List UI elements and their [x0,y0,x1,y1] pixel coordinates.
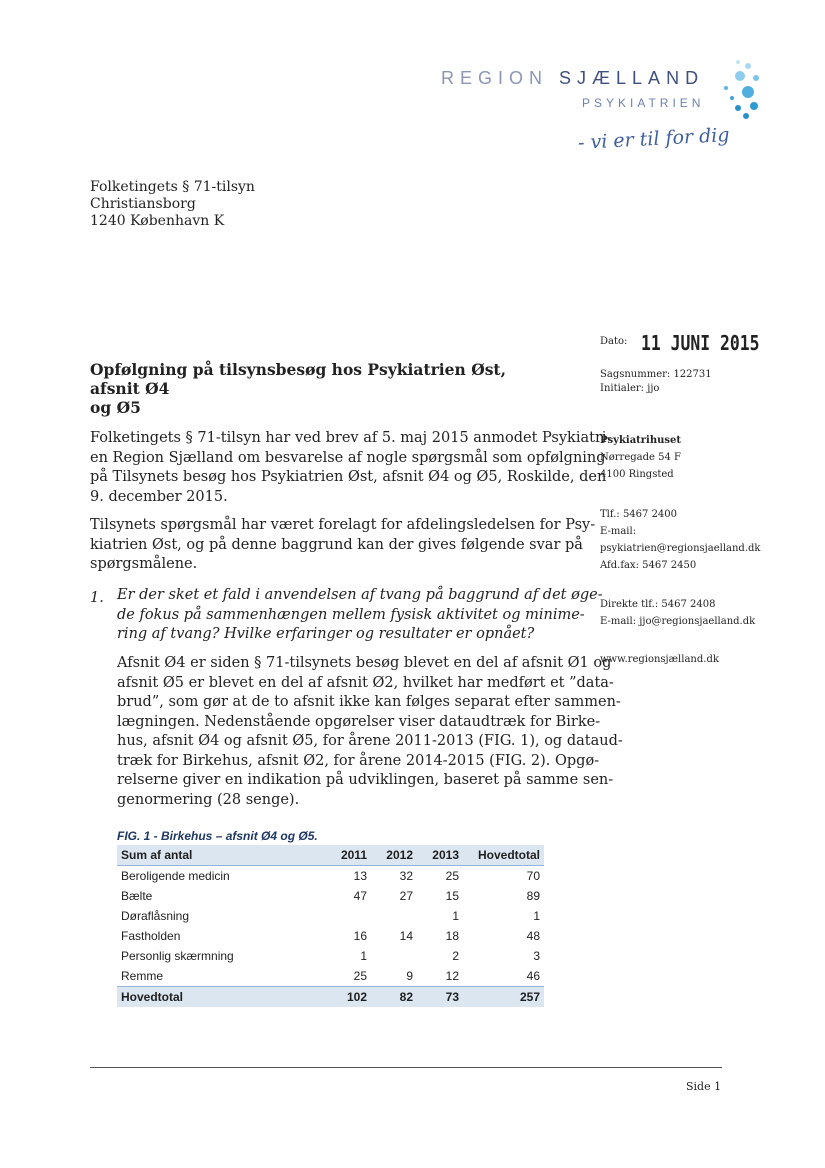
text-line: spørgsmålene. [90,556,198,572]
figure-caption: FIG. 1 - Birkehus – afsnit Ø4 og Ø5. [117,829,318,843]
recipient-line: Folketingets § 71-tilsyn [90,179,255,195]
table-cell [371,906,417,926]
table-row [117,926,544,946]
logo-region-text: REGION [441,68,549,88]
document-title [90,360,560,417]
table-row [117,866,544,887]
case-number: Sagsnummer: 122731 [600,369,712,380]
table-row [117,966,544,987]
page-number: Side 1 [686,1080,722,1093]
table-cell: 3 [533,949,540,963]
table-header-cell: Hovedtotal [477,848,540,862]
recipient-line: 1240 København K [90,213,225,229]
pivot-table [117,845,544,1007]
sender-phone: Tlf.: 5467 2400 [600,509,678,520]
logo-dots-icon [718,56,768,122]
table-cell: 1 [452,909,459,923]
sender-email: psykiatrien@regionsjaelland.dk [600,543,761,554]
sender-city: 4100 Ringsted [600,469,674,480]
table-cell: 18 [445,929,459,943]
table-cell: Bælte [121,889,153,903]
table-cell: 16 [353,929,367,943]
table-row [117,906,544,926]
text-line: Er der sket et fald i anvendelsen af tvang på baggrund af det øge- [117,587,603,603]
table-cell: 9 [406,969,413,983]
sender-address [600,434,681,482]
text-line: en Region Sjælland om besvarelse af nogle spørgsmål som opfølgning [90,449,606,466]
table-cell [371,946,417,966]
table-total-row [117,987,544,1008]
table-cell: 12 [445,969,459,983]
title-line: og Ø5 [90,398,141,417]
sender-street: Nørregade 54 F [600,452,681,463]
logo-tagline: - vi er til for dig [577,124,730,154]
table-cell: 25 [353,969,367,983]
table-header-cell: 2011 [340,848,367,862]
table-cell: 1 [533,909,540,923]
text-line: Folketingets § 71-tilsyn har ved brev af 5. maj 2015 anmodet Psykiatri- [90,430,612,446]
table-header-cell: 2013 [432,848,459,862]
table-cell: Personlig skærmning [121,949,234,963]
table-cell: 15 [445,889,459,903]
logo-wordmark [441,68,704,89]
table-cell: Beroligende medicin [121,869,230,883]
sender-email-label: E-mail: [600,526,637,537]
text-line: Tilsynets spørgsmål har været forelagt for afdelingsledelsen for Psy- [90,517,596,533]
footer-divider [90,1067,722,1068]
date-stamp: 11 JUNI 2015 [641,331,760,355]
text-line: lægningen. Nedenstående opgørelser viser dataudtræk for Birke- [117,713,601,730]
table-cell: 13 [353,869,367,883]
table-cell: 32 [399,869,413,883]
paragraph-context [90,516,596,575]
table-cell: Fastholden [121,929,181,943]
table-cell: 48 [526,929,540,943]
table-cell: 14 [399,929,413,943]
text-line: brud”, som gør at de to afsnit ikke kan følges separat efter sammen- [117,694,621,710]
date-label: Dato: [600,336,628,347]
text-line: på Tilsynets besøg hos Psykiatrien Øst, afsnit Ø4 og Ø5, Roskilde, den [90,469,607,485]
table-cell: 27 [399,889,413,903]
direct-email: E-mail: jjo@regionsjaelland.dk [600,616,756,627]
table-cell: 89 [526,889,540,903]
text-line: 9. december 2015. [90,488,228,505]
sender-fax: Afd.fax: 5467 2450 [600,560,697,571]
table-cell: Døraflåsning [121,909,190,923]
table-row [117,946,544,966]
paragraph-intro [90,429,612,507]
direct-contact [600,598,755,629]
text-line: træk for Birkehus, afsnit Ø2, for årene 2014-2015 (FIG. 2). Opgø- [117,752,600,769]
logo-subtitle: PSYKIATRIEN [582,96,705,110]
sender-contact [600,508,760,573]
text-line: hus, afsnit Ø4 og afsnit Ø5, for årene 2011-2013 (FIG. 1), og dataud- [117,733,623,749]
title-line: Opfølgning på tilsynsbesøg hos Psykiatrien Øst, afsnit Ø4 [90,360,506,398]
table-cell: 2 [452,949,459,963]
text-line: Afsnit Ø4 er siden § 71-tilsynets besøg blevet en del af afsnit Ø1 og [117,655,612,671]
table-total-cell: Hovedtotal [121,990,184,1004]
table-cell: 25 [445,869,459,883]
direct-phone: Direkte tlf.: 5467 2408 [600,599,716,610]
table-cell [325,906,371,926]
table-cell: 70 [526,869,540,883]
table-cell: Remme [121,969,164,983]
table-total-cell: 73 [445,990,459,1004]
logo-sjaelland-text: SJÆLLAND [559,68,705,88]
table-header-cell: Sum af antal [121,848,193,862]
sender-website: www.regionsjælland.dk [600,654,719,665]
text-line: de fokus på sammenhængen mellem fysisk aktivitet og minime- [117,606,585,623]
recipient-address [90,179,255,230]
table-total-cell: 102 [346,990,367,1004]
text-line: genormering (28 senge). [117,791,300,808]
table-row [117,886,544,906]
case-reference [600,368,712,396]
table-cell: 1 [360,949,367,963]
sender-name: Psykiatrihuset [600,435,682,446]
table-header-row [117,845,544,866]
text-line: relserne giver en indikation på udviklingen, baseret på samme sen- [117,772,614,788]
initials: Initialer: jjo [600,383,660,394]
table-total-cell: 82 [399,990,413,1004]
table-cell: 47 [353,889,367,903]
text-line: kiatrien Øst, og på denne baggrund kan der gives følgende svar på [90,536,583,553]
recipient-line: Christiansborg [90,196,196,212]
text-line: afsnit Ø5 er blevet en del af afsnit Ø2, hvilket har medført et ”data- [117,674,614,691]
table-total-cell: 257 [519,990,540,1004]
question-number: 1. [90,590,104,606]
answer-text [117,654,623,810]
question-text [117,586,603,645]
table-header-cell: 2012 [386,848,413,862]
text-line: ring af tvang? Hvilke erfaringer og resultater er opnået? [117,626,535,642]
table-cell: 46 [526,969,540,983]
